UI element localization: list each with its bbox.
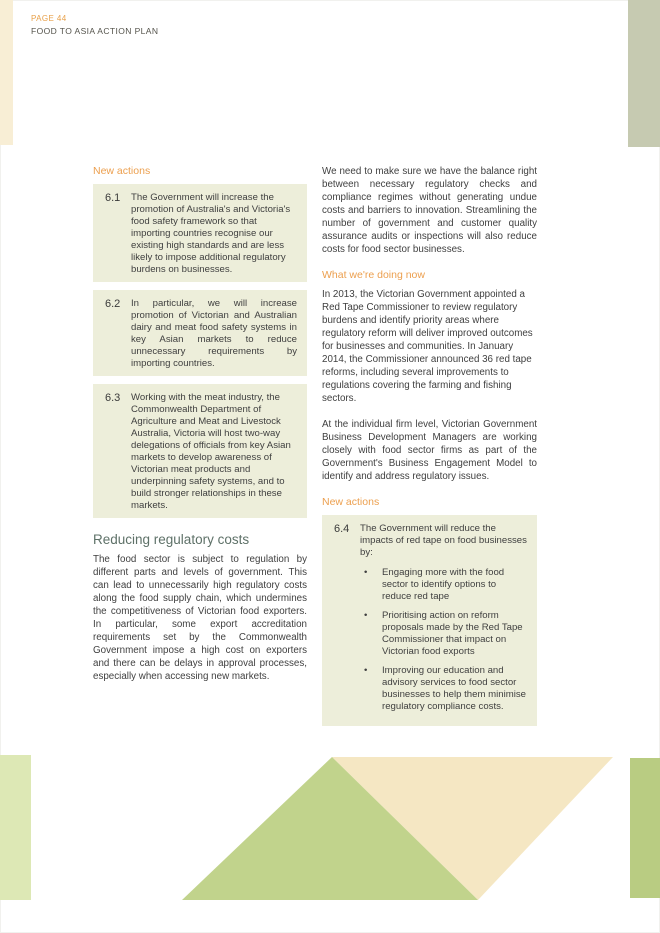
business-engagement-paragraph: At the individual firm level, Victorian Government Business Development Managers are working closely with food sector firms as part of the Government's Business Engagement Model to identify and address regulatory issues. — [322, 419, 537, 482]
right-column — [322, 165, 537, 734]
action-number: 6.2 — [105, 298, 121, 310]
bullet-item — [360, 665, 527, 713]
left-column — [93, 165, 307, 683]
balance-paragraph: We need to make sure we have the balance right between necessary regulatory checks and compliance regimes without generating undue costs and barriers to innovation. Streamlining the number of government and customer quality assurance audits or inspections will also reduce costs for food sector businesses. — [322, 166, 537, 255]
action-number: 6.4 — [334, 523, 350, 535]
bottom-decoration — [0, 750, 660, 910]
action-intro: The Government will reduce the impacts of red tape on food businesses by: — [360, 523, 527, 558]
reducing-regulatory-costs-heading: Reducing regulatory costs — [93, 532, 250, 547]
bullet-item — [360, 567, 527, 603]
new-actions-heading-right: New actions — [322, 496, 380, 508]
document-title: FOOD TO ASIA ACTION PLAN — [31, 26, 159, 36]
bullet-text: Prioritising action on reform proposals made by the Red Tape Commissioner that impact on Victorian food exports — [382, 610, 523, 657]
page-number-label: PAGE 44 — [31, 14, 67, 23]
action-text: Working with the meat industry, the Commonwealth Department of Agriculture and Meat and Livestock Australia, Victoria will host two-way delegations of officials from key Asian markets to develop awareness of Victorian meat products and underpinning safety systems, and to build stronger relationships in these markets. — [131, 392, 291, 511]
bottom-left-bar — [0, 755, 31, 900]
bottom-right-bar — [630, 758, 660, 898]
new-actions-heading-left: New actions — [93, 165, 151, 177]
action-box-6-2 — [93, 290, 307, 376]
page-header — [31, 14, 158, 36]
action-number: 6.1 — [105, 192, 121, 204]
bullet-text: Engaging more with the food sector to identify options to reduce red tape — [382, 567, 505, 602]
bullet-text: Improving our education and advisory services to food sector businesses to help them minimise regulatory compliance costs. — [382, 665, 526, 712]
action-text — [360, 523, 529, 720]
bullet-icon: • — [364, 665, 368, 676]
what-were-doing-now-heading: What we're doing now — [322, 269, 425, 281]
action-text: In particular, we will increase promotion of Victorian and Australian dairy and meat food safety systems in key Asian markets to reduce unnecessary requirements by importing countries. — [131, 298, 297, 369]
top-left-accent-bar — [0, 0, 13, 145]
bullet-icon: • — [364, 610, 368, 621]
action-box-6-4 — [322, 515, 537, 726]
action-text: The Government will increase the promotion of Australia's and Victoria's food safety framework so that importing countries recognise our existing high standards and are less likely to impose additional regulatory burdens on businesses. — [131, 192, 291, 275]
action-bullet-list — [360, 567, 527, 713]
bullet-item — [360, 610, 527, 658]
bullet-icon: • — [364, 567, 368, 578]
red-tape-commissioner-paragraph: In 2013, the Victorian Government appointed a Red Tape Commissioner to review regulatory burdens and identify priority areas where regulatory reform will deliver improved outcomes for businesses and communities. In January 2014, the Commissioner announced 36 red tape reforms, including several improvements to regulations covering the farming and fishing sectors. — [322, 289, 533, 404]
action-box-6-3 — [93, 384, 307, 518]
action-number: 6.3 — [105, 392, 121, 404]
action-box-6-1 — [93, 184, 307, 282]
regulatory-costs-paragraph: The food sector is subject to regulation by different parts and levels of government. This can lead to unnecessarily high regulatory costs along the food supply chain, which undermines the competitiveness of Victorian food exporters. In particular, some export accreditation requirements set by the Commonwealth Government impose a high cost on exporters and there can be delays in approval processes, especially when accessing new markets. — [93, 554, 307, 682]
top-right-accent-bar — [628, 0, 660, 147]
